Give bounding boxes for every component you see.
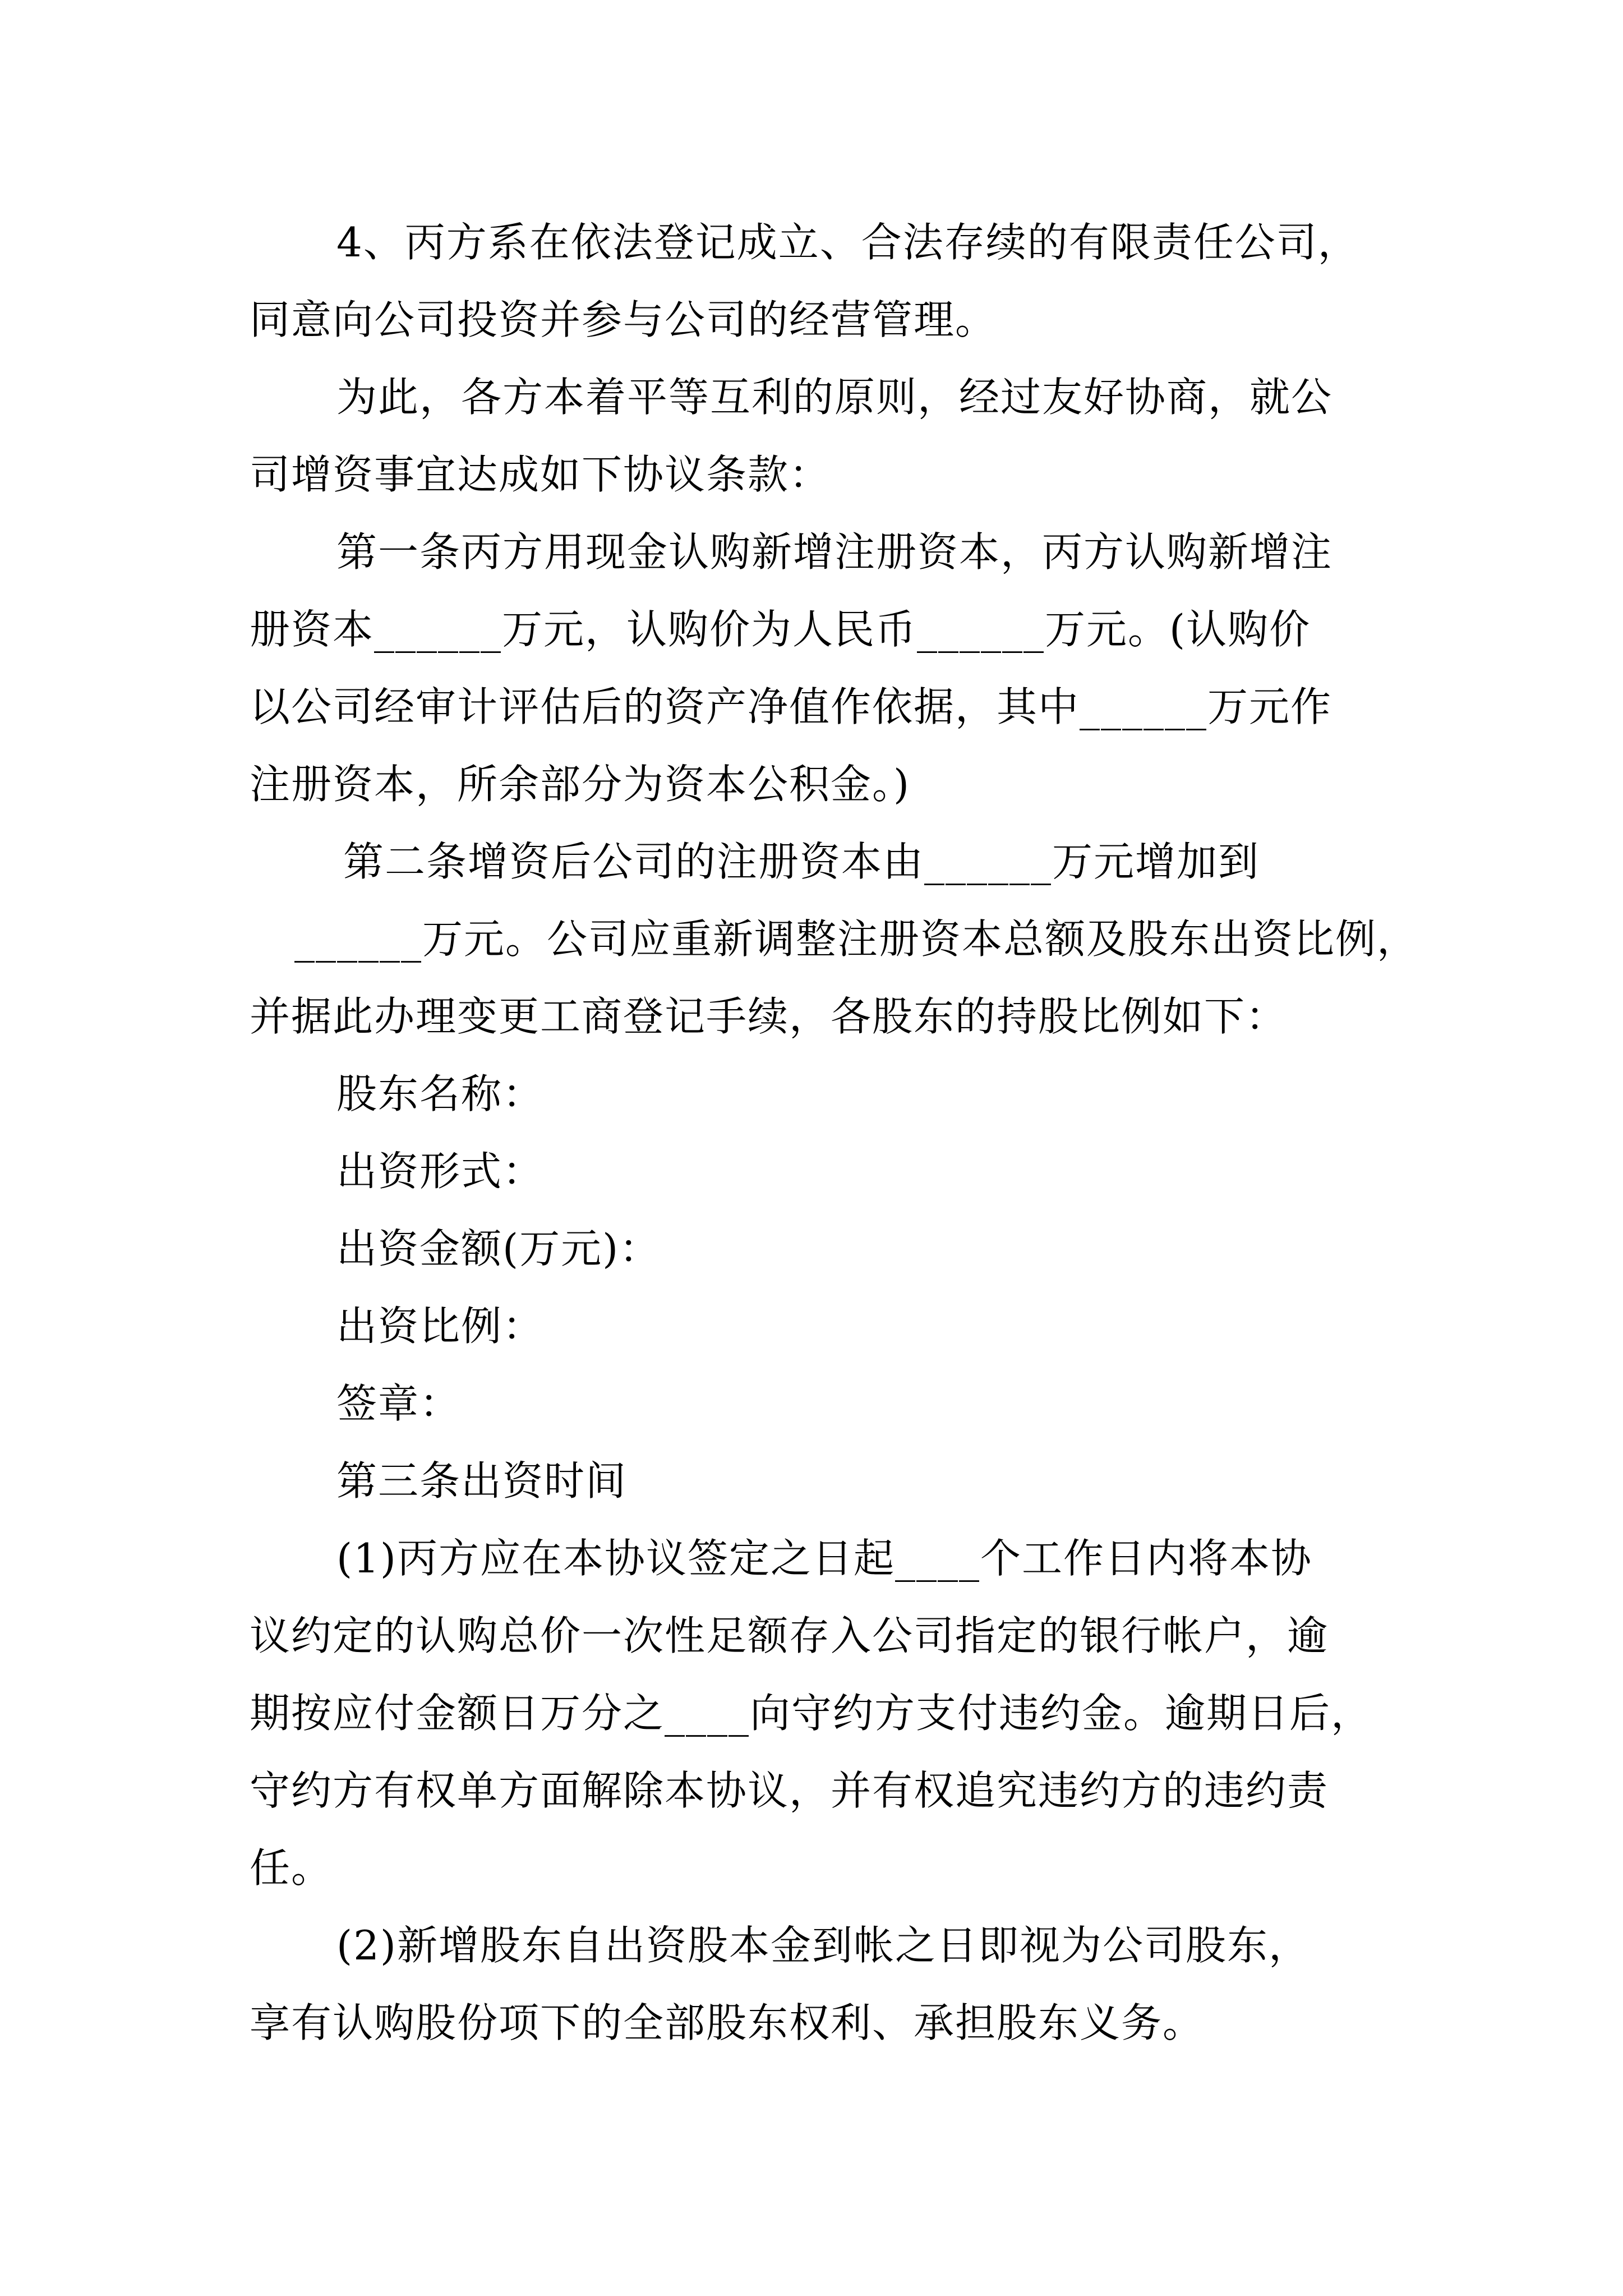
text-line: 出资金额(万元)： — [336, 1225, 661, 1272]
text-line: ______万元。公司应重新调整注册资本总额及股东出资比例， — [294, 915, 1419, 963]
text-line: 册资本______万元，认购价为人民币______万元。(认购价 — [250, 606, 1311, 653]
text-line: 任。 — [250, 1844, 333, 1892]
text-line: 为此，各方本着平等互利的原则，经过友好协商，就公 — [336, 374, 1333, 421]
text-line: 并据此办理变更工商登记手续，各股东的持股比例如下： — [250, 993, 1288, 1040]
text-line: 第三条出资时间 — [336, 1457, 628, 1504]
text-line: 守约方有权单方面解除本协议，并有权追究违约方的违约责 — [250, 1767, 1329, 1814]
text-line: 出资形式： — [336, 1148, 545, 1195]
text-line: 出资比例： — [336, 1303, 545, 1350]
text-line: 第二条增资后公司的注册资本由______万元增加到 — [343, 838, 1260, 885]
text-line: (1)丙方应在本协议签定之日起____个工作日内将本协 — [336, 1535, 1312, 1582]
text-line: 4、丙方系在依法登记成立、合法存续的有限责任公司， — [336, 219, 1359, 266]
text-line: 期按应付金额日万分之____向守约方支付违约金。逾期日后， — [250, 1690, 1373, 1737]
text-line: 享有认购股份项下的全部股东权利、承担股东义务。 — [250, 1999, 1205, 2046]
text-line: 同意向公司投资并参与公司的经营管理。 — [250, 296, 997, 343]
text-line: (2)新增股东自出资股本金到帐之日即视为公司股东， — [336, 1922, 1310, 1969]
text-line: 签章： — [336, 1380, 462, 1427]
text-line: 注册资本，所余部分为资本公积金。) — [250, 761, 911, 808]
text-line: 议约定的认购总价一次性足额存入公司指定的银行帐户，逾 — [250, 1612, 1329, 1659]
text-line: 股东名称： — [336, 1070, 545, 1117]
text-line: 司增资事宜达成如下协议条款： — [250, 451, 831, 498]
text-line: 第一条丙方用现金认购新增注册资本，丙方认购新增注 — [336, 528, 1333, 576]
text-line: 以公司经审计评估后的资产净值作依据，其中______万元作 — [250, 683, 1332, 730]
